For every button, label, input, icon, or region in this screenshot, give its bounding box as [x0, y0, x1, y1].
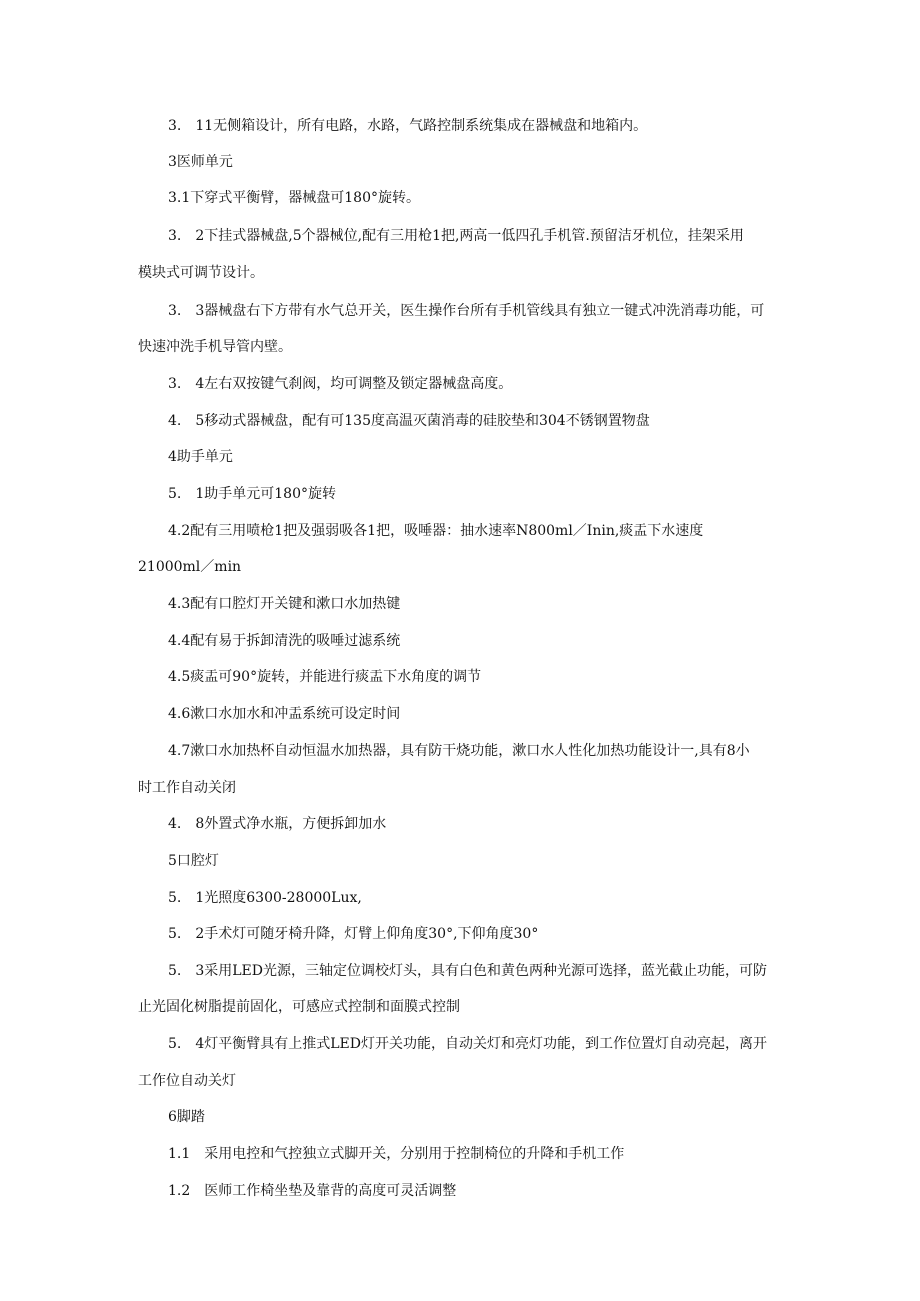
- paragraph-4-3: 4.3配有口腔灯开关键和漱口水加热键: [168, 596, 401, 612]
- heading-doctor-unit: 3医师单元: [168, 154, 233, 170]
- paragraph-5-1-lamp: 5. 1光照度6300-28000Lux,: [168, 890, 362, 906]
- paragraph-3-4: 3. 4左右双按键气刹阀，均可调整及锁定器械盘高度。: [168, 376, 513, 392]
- paragraph-4-7-continued: 时工作自动关闭: [138, 780, 236, 796]
- heading-oral-lamp: 5口腔灯: [168, 853, 219, 869]
- paragraph-5-2: 5. 2手术灯可随牙椅升降，灯臂上仰角度30°,下仰角度30°: [168, 926, 539, 942]
- paragraph-4-2: 4.2配有三用喷枪1把及强弱吸各1把，吸唾器：抽水速率N800ml／Inin,痰盂下水速度: [168, 523, 704, 539]
- paragraph-5-4-continued: 工作位自动关灯: [138, 1073, 236, 1089]
- paragraph-1-1: 1.1 采用电控和气控独立式脚开关，分别用于控制椅位的升降和手机工作: [168, 1146, 625, 1162]
- paragraph-3-2-continued: 模块式可调节设计。: [138, 265, 264, 281]
- paragraph-5-3: 5. 3采用LED光源，三轴定位调校灯头，具有白色和黄色两种光源可选择，蓝光截止功能，可防: [168, 963, 768, 979]
- paragraph-4-4: 4.4配有易于拆卸清洗的吸唾过滤系统: [168, 633, 401, 649]
- paragraph-4-2-continued: 21000ml／min: [138, 559, 242, 575]
- paragraph-4-6: 4.6漱口水加水和冲盂系统可设定时间: [168, 706, 401, 722]
- paragraph-4-5-spittoon: 4.5痰盂可90°旋转，并能进行痰盂下水角度的调节: [168, 669, 482, 685]
- paragraph-5-1-assistant: 5. 1助手单元可180°旋转: [168, 486, 336, 502]
- paragraph-5-4: 5. 4灯平衡臂具有上推式LED灯开关功能，自动关灯和亮灯功能，到工作位置灯自动亮起，离开: [168, 1036, 768, 1052]
- paragraph-3-3: 3. 3器械盘右下方带有水气总开关，医生操作台所有手机管线具有独立一键式冲洗消毒功能，可: [168, 303, 765, 319]
- heading-assistant-unit: 4助手单元: [168, 449, 233, 465]
- paragraph-4-5: 4. 5移动式器械盘，配有可135度高温灭菌消毒的硅胶垫和304不锈钢置物盘: [168, 413, 650, 429]
- paragraph-4-7: 4.7漱口水加热杯自动恒温水加热器，具有防干烧功能，漱口水人性化加热功能设计一,具有8小: [168, 743, 750, 759]
- paragraph-3-3-continued: 快速冲洗手机导管内壁。: [138, 339, 292, 355]
- heading-foot-pedal: 6脚踏: [168, 1109, 205, 1125]
- paragraph-5-3-continued: 止光固化树脂提前固化，可感应式控制和面膜式控制: [138, 999, 460, 1015]
- paragraph-1-2: 1.2 医师工作椅坐垫及靠背的高度可灵活调整: [168, 1183, 457, 1199]
- paragraph-4-8: 4. 8外置式净水瓶，方便拆卸加水: [168, 816, 387, 832]
- paragraph-3-2: 3. 2下挂式器械盘,5个器械位,配有三用枪1把,两高一低四孔手机管.预留洁牙机位，挂架采用: [168, 228, 744, 244]
- paragraph-3-1: 3.1下穿式平衡臂，器械盘可180°旋转。: [168, 190, 420, 206]
- paragraph-3-11: 3. 11无侧箱设计，所有电路，水路，气路控制系统集成在器械盘和地箱内。: [168, 118, 648, 134]
